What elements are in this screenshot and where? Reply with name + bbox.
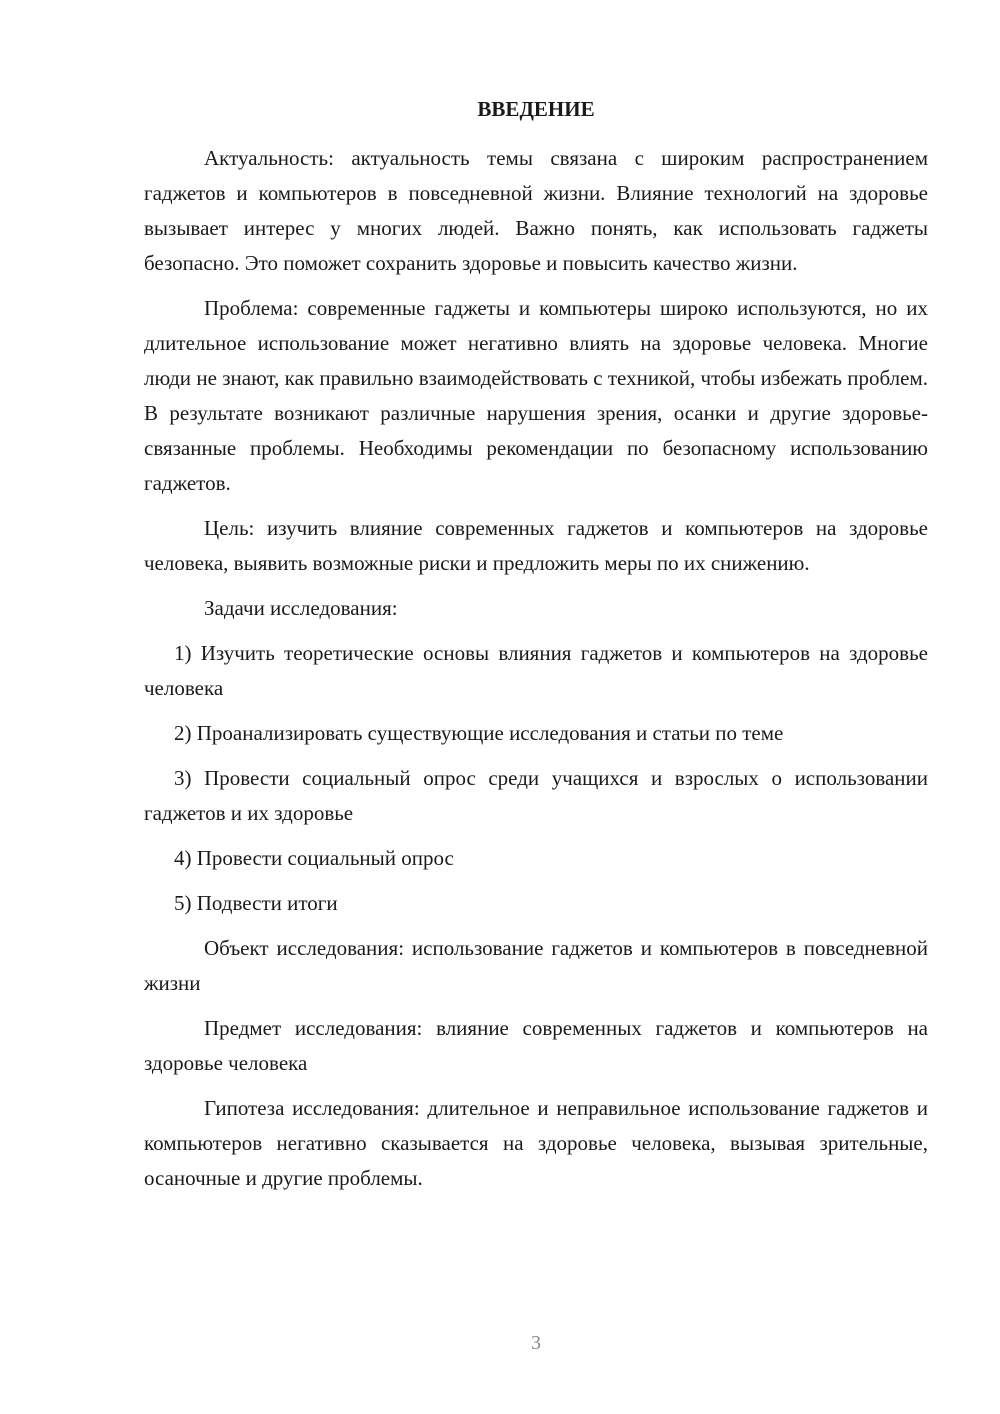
paragraph-subject: Предмет исследования: влияние современных гаджетов и компьютеров на здоровье человека <box>144 1016 928 1075</box>
paragraph-tasks-heading: Задачи исследования: <box>204 596 398 620</box>
task-item: 3) Провести социальный опрос среди учащихся и взрослых о использовании гаджетов и их здоровье <box>144 766 928 825</box>
task-item: 5) Подвести итоги <box>174 891 338 915</box>
paragraph-relevance: Актуальность: актуальность темы связана с широким распространением гаджетов и компьютеров в повседневной жизни. Влияние технологий на здоровье вызывает интерес у многих людей. Важно понять, как использовать гаджеты безопасно. Это поможет сохранить здоровье и повысить качество жизни. <box>144 146 928 275</box>
paragraph-goal: Цель: изучить влияние современных гаджетов и компьютеров на здоровье человека, выявить возможные риски и предложить меры по их снижению. <box>144 516 928 575</box>
paragraph-hypothesis: Гипотеза исследования: длительное и неправильное использование гаджетов и компьютеров негативно сказывается на здоровье человека, вызывая зрительные, осаночные и другие проблемы. <box>144 1096 928 1190</box>
paragraph-problem: Проблема: современные гаджеты и компьютеры широко используются, но их длительное использование может негативно влиять на здоровье человека. Многие люди не знают, как правильно взаимодействовать с техникой, чтобы избежать проблем. В результате возникают различные нарушения зрения, осанки и другие здоровье-связанные проблемы. Необходимы рекомендации по безопасному использованию гаджетов. <box>144 296 928 495</box>
page-number: 3 <box>531 1332 541 1354</box>
document-body <box>144 92 928 1206</box>
task-item: 2) Проанализировать существующие исследования и статьи по теме <box>174 721 784 745</box>
paragraph-object: Объект исследования: использование гаджетов и компьютеров в повседневной жизни <box>144 936 928 995</box>
task-item: 4) Провести социальный опрос <box>174 846 454 870</box>
task-item: 1) Изучить теоретические основы влияния гаджетов и компьютеров на здоровье человека <box>144 641 928 700</box>
section-title: ВВЕДЕНИЕ <box>477 97 595 121</box>
